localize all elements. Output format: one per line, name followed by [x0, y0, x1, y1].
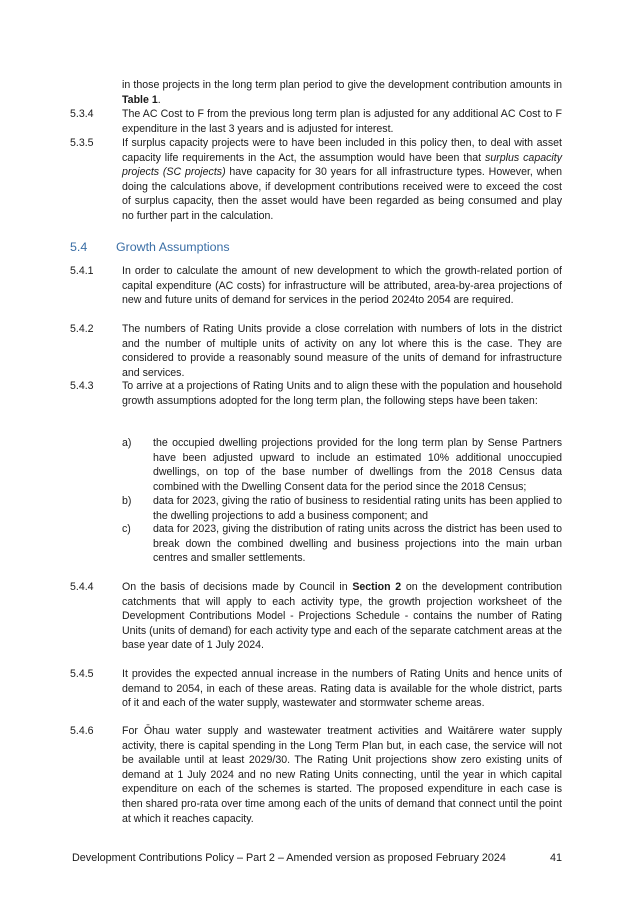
paragraph-5-4-3: [70, 379, 562, 408]
paragraph-text: It provides the expected annual increase in the numbers of Rating Units and hence units of demand to 2054, in each of these areas. Rating data is available for the whole district, parts of it and each of the water supply, wastewater and stormwater scheme areas.: [122, 668, 562, 710]
paragraph-text: On the basis of decisions made by Council in Section 2 on the development contribution catchments that will apply to each activity type, the growth projection worksheet of the Development Contributions Model - Projections Schedule - contains the number of Rating Units (units of demand) for each activity type and each of the separate catchment areas at the base year date of 1 July 2024.: [122, 581, 562, 652]
paragraph-number: 5.3.5: [70, 137, 94, 149]
paragraph-number: 5.4.6: [70, 725, 94, 737]
list-marker: c): [122, 523, 131, 535]
list-item-b: [122, 494, 562, 523]
list-item-c: [122, 522, 562, 566]
list-item-text: the occupied dwelling projections provided for the long term plan by Sense Partners have been adjusted upward to include an estimated 10% additional unoccupied dwellings, on top of the base number of dwellings from the 2018 Census data combined with the Dwelling Consent data for the period since the 2018 Census;: [153, 437, 562, 493]
page-number: 41: [549, 852, 562, 864]
paragraph-5-3-4: [70, 107, 562, 136]
paragraph-text: In order to calculate the amount of new development to which the growth-related portion of capital expenditure (AC costs) for infrastructure will be attributed, area-by-area projections of new and future units of demand for services in the period 2024to 2054 are required.: [122, 265, 562, 307]
heading-title: Growth Assumptions: [116, 240, 230, 254]
paragraph-text: For Ōhau water supply and wastewater treatment activities and Waitārere water supply activity, there is capital spending in the Long Term Plan but, in each case, the service will not be available until at least 2029/30. The Rating Unit projections show zero existing units of demand at 1 July 2024 and no new Rating Units connecting, until the year in which capital expenditure on each of the schemes is started. The proposed expenditure in each case is then shared pro-rata over time among each of the units of demand that connect until the point at which it reaches capacity.: [122, 725, 562, 825]
paragraph-text: The numbers of Rating Units provide a close correlation with numbers of lots in the district and the number of multiple units of activity on any lot where this is the case. They are considered to provide a reasonably sound measure of the units of demand for infrastructure and services.: [122, 323, 562, 379]
italic-term: surplus capacity projects (SC projects): [122, 151, 562, 179]
page-footer: [72, 852, 562, 864]
section-reference: Section 2: [352, 581, 402, 593]
paragraph-5-4-6: [70, 724, 562, 826]
heading-number: 5.4: [70, 240, 88, 254]
list-marker: a): [122, 437, 132, 449]
list-marker: b): [122, 495, 132, 507]
footer-text: Development Contributions Policy – Part 2 – Amended version as proposed February 2024: [72, 852, 506, 864]
paragraph-5-4-5: [70, 667, 562, 711]
list-item-text: data for 2023, giving the distribution of rating units across the district has been used to break down the combined dwelling and business projections into the main urban centres and smaller settlements.: [153, 523, 562, 565]
paragraph-5-4-4: [70, 580, 562, 653]
paragraph-number: 5.4.1: [70, 265, 94, 277]
paragraph-number: 5.4.5: [70, 668, 94, 680]
paragraph-number: 5.4.4: [70, 581, 94, 593]
list-item-a: [122, 436, 562, 494]
paragraph-5-4-1: [70, 264, 562, 308]
list-item-text: data for 2023, giving the ratio of business to residential rating units has been applied to the dwelling projections to add a business component; and: [153, 495, 562, 522]
paragraph-number: 5.4.2: [70, 323, 94, 335]
paragraph-text: The AC Cost to F from the previous long term plan is adjusted for any additional AC Cost to F expenditure in the last 3 years and is adjusted for interest.: [122, 108, 562, 135]
table-reference: Table 1: [122, 93, 158, 106]
paragraph-text: To arrive at a projections of Rating Units and to align these with the population and household growth assumptions adopted for the long term plan, the following steps have been taken:: [122, 380, 562, 407]
paragraph-5-3-5: [70, 136, 562, 224]
paragraph-text: If surplus capacity projects were to have been included in this policy then, to deal with asset capacity life requirements in the Act, the assumption would have been that surplus capacity projects (SC projects) have capacity for 30 years for all infrastructure types. However, when doing the calculations above, if development contributions received were to exceed the cost of surplus capacity, then the asset would have been regarded as being consumed and play no further part in the calculation.: [122, 137, 562, 222]
continuation-paragraph: in those projects in the long term plan period to give the development contribution amounts in Table 1.: [122, 79, 562, 106]
section-heading: [70, 240, 230, 254]
paragraph-number: 5.4.3: [70, 380, 94, 392]
paragraph-5-4-2: [70, 322, 562, 380]
paragraph-number: 5.3.4: [70, 108, 94, 120]
